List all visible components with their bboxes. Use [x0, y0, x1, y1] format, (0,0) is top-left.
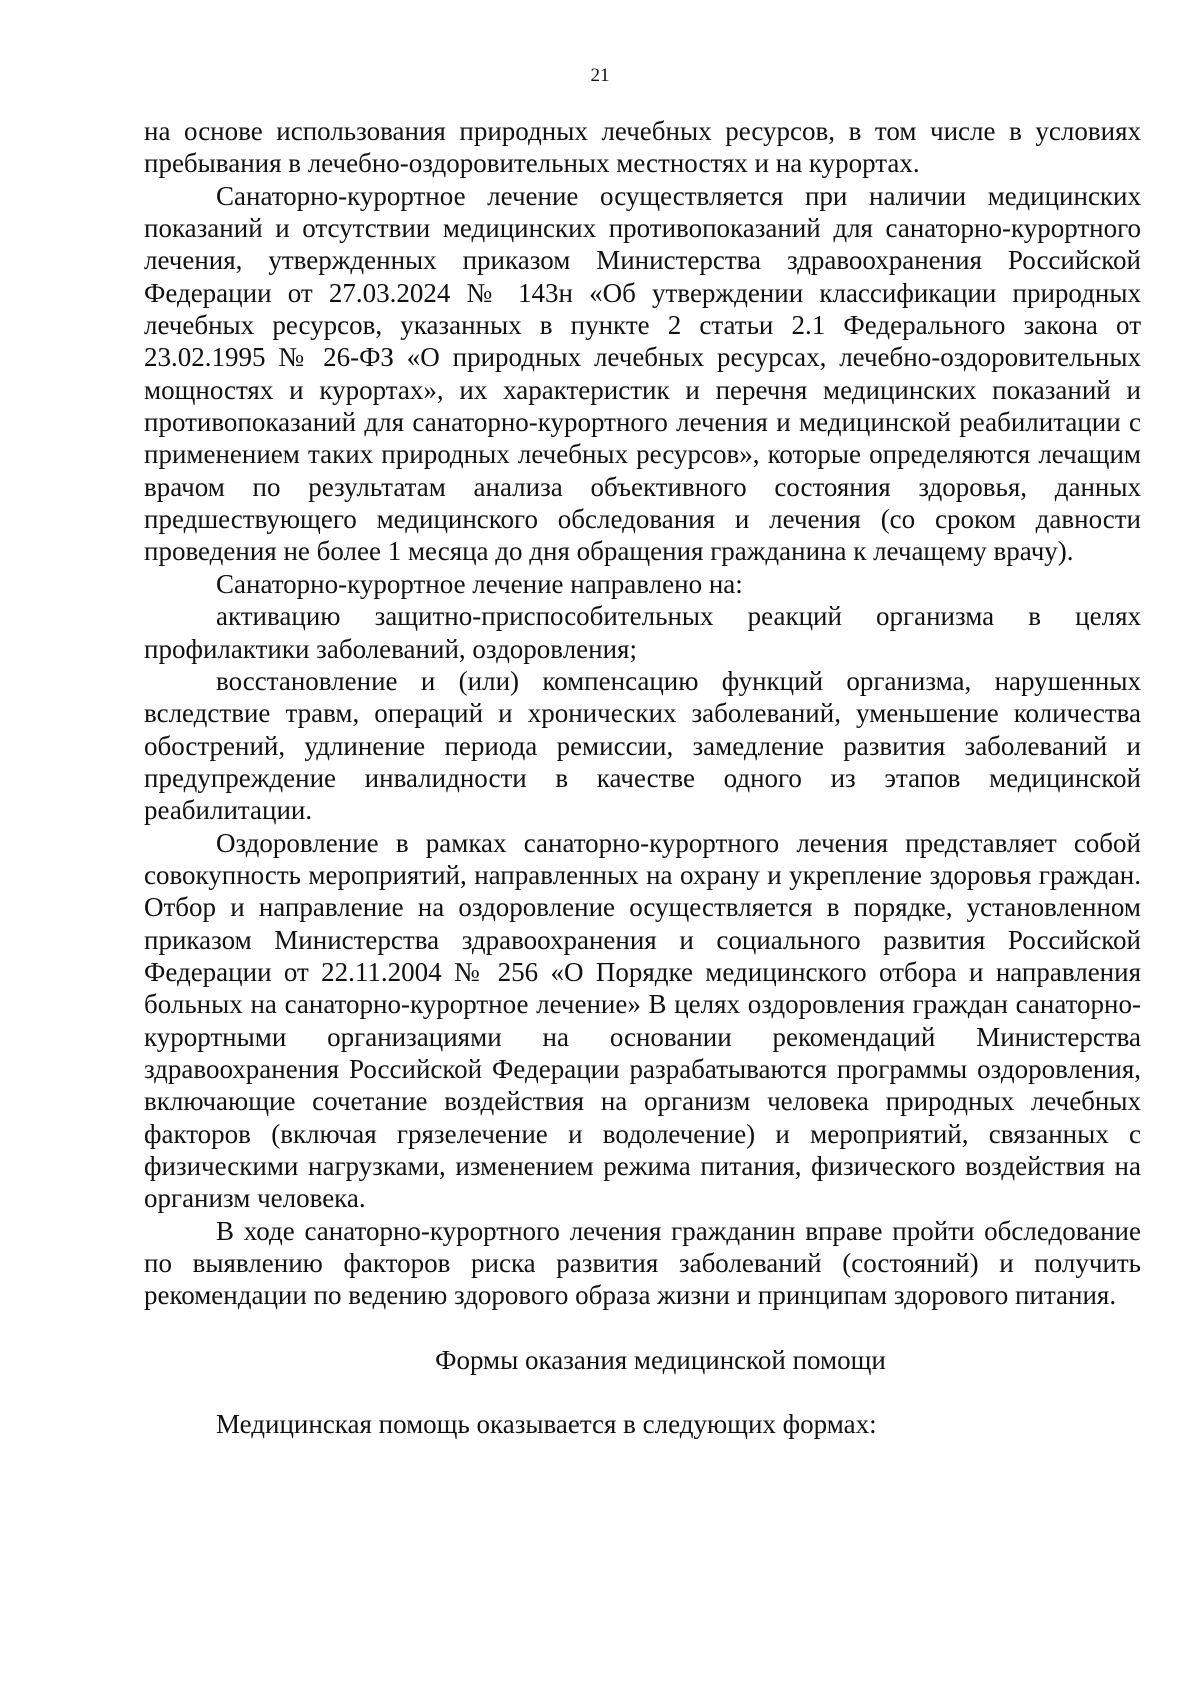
paragraph-sanatorium-treatment-conditions: Санаторно-курортное лечение осуществляется при наличии медицинских показаний и отсутствии медицинских противопоказаний для санаторно-курортного лечения, утвержденных приказом Министерства здравоохранения Российской Федерации от 27.03.2024 № 143н «Об утверждении классификации природных лечебных ресурсов, указанных в пункте 2 статьи 2.1 Федерального закона от 23.02.1995 № 26-ФЗ «О природных лечебных ресурсах, лечебно-оздоровительных мощностях и курортах», их характеристик и перечня медицинских показаний и противопоказаний для санаторно-курортного лечения и медицинской реабилитации с применением таких природных лечебных ресурсов», которые определяются лечащим врачом по результатам анализа объективного состояния здоровья, данных предшествующего медицинского обследования и лечения (со сроком давности проведения не более 1 месяца до дня обращения гражданина к лечащему врачу).: [144, 180, 1141, 567]
paragraph-treatment-aims-intro: Санаторно-курортное лечение направлено на:: [216, 568, 743, 599]
paragraph-aim-activation: активацию защитно-приспособительных реакций организма в целях профилактики заболеваний, оздоровления;: [144, 601, 1141, 664]
document-body: [144, 115, 1141, 1440]
section-heading: Формы оказания медицинской помощи: [435, 1344, 886, 1375]
paragraph-care-forms-intro: Медицинская помощь оказывается в следующих формах:: [216, 1409, 877, 1440]
page-number: 21: [590, 65, 610, 86]
paragraph-aim-restoration: восстановление и (или) компенсацию функций организма, нарушенных вследствие травм, операций и хронических заболеваний, уменьшение количества обострений, удлинение периода ремиссии, замедление развития заболеваний и предупреждение инвалидности в качестве одного из этапов медицинской реабилитации.: [144, 665, 1141, 826]
paragraph-health-improvement: Оздоровление в рамках санаторно-курортного лечения представляет собой совокупность мероприятий, направленных на охрану и укрепление здоровья граждан. Отбор и направление на оздоровление осуществляется в порядке, установленном приказом Министерства здравоохранения и социального развития Российской Федерации от 22.11.2004 № 256 «О Порядке медицинского отбора и направления больных на санаторно-курортное лечение» В целях оздоровления граждан санаторно-курортными организациями на основании рекомендаций Министерства здравоохранения Российской Федерации разрабатываются программы оздоровления, включающие сочетание воздействия на организм человека природных лечебных факторов (включая грязелечение и водолечение) и мероприятий, связанных с физическими нагрузками, изменением режима питания, физического воздействия на организм человека.: [144, 827, 1141, 1214]
paragraph-risk-examination: В ходе санаторно-курортного лечения гражданин вправе пройти обследование по выявлению факторов риска развития заболеваний (состояний) и получить рекомендации по ведению здорового образа жизни и принципам здорового питания.: [144, 1215, 1141, 1311]
paragraph-continuation: на основе использования природных лечебных ресурсов, в том числе в условиях пребывания в лечебно-оздоровительных местностях и на курортах.: [144, 116, 1141, 179]
